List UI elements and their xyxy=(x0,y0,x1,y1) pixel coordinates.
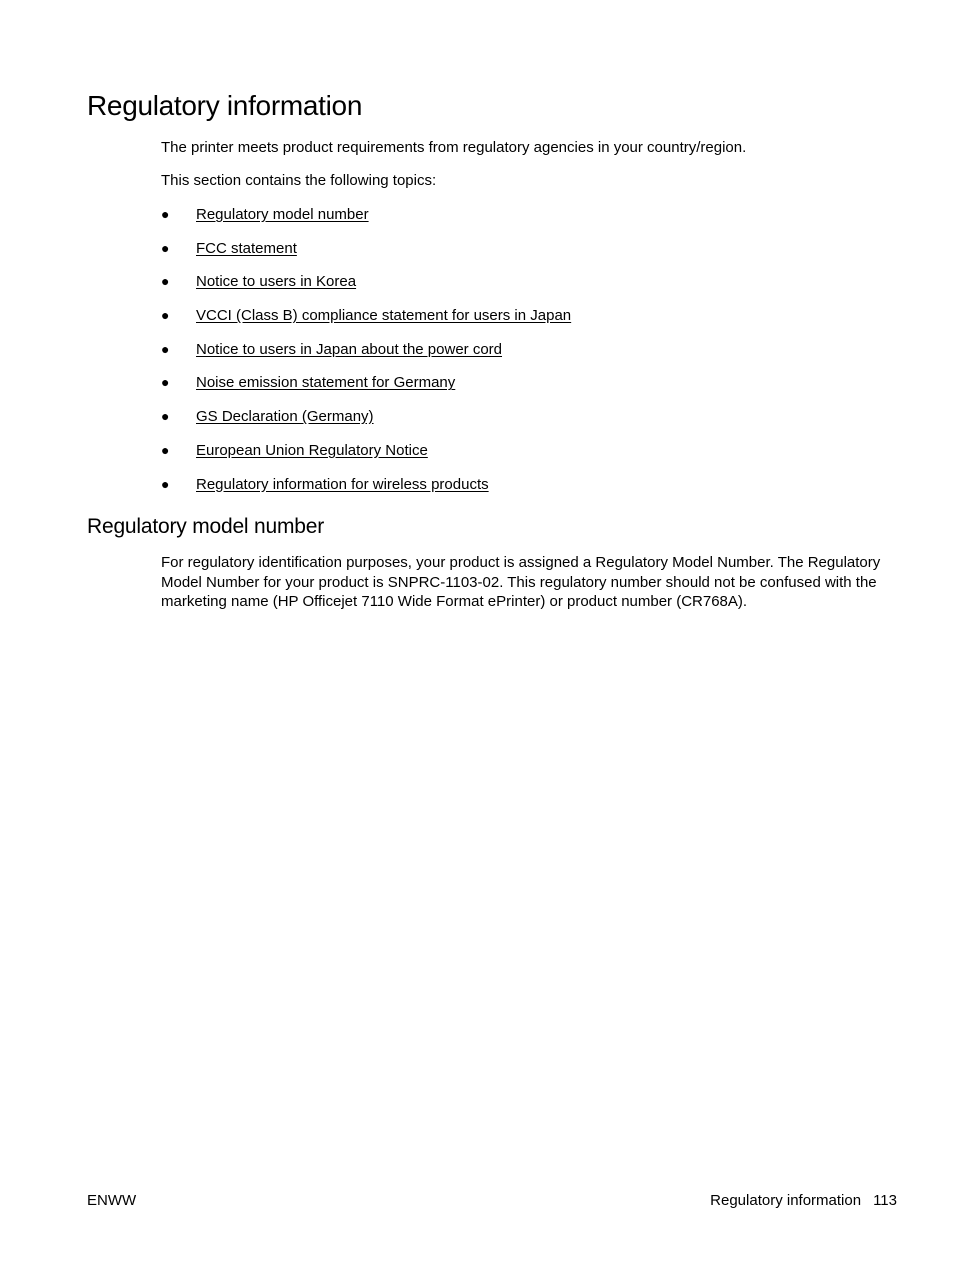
bullet-icon: ● xyxy=(161,408,170,425)
list-item xyxy=(161,373,571,407)
bullet-icon: ● xyxy=(161,239,170,256)
list-item xyxy=(161,441,571,475)
list-item xyxy=(161,407,571,441)
bullet-icon: ● xyxy=(161,273,170,290)
intro-paragraph: The printer meets product requirements from regulatory agencies in your country/region. xyxy=(161,139,747,156)
bullet-icon: ● xyxy=(161,475,170,492)
topic-link-japan-power-cord[interactable]: Notice to users in Japan about the power cord xyxy=(196,340,503,358)
topic-link-fcc-statement[interactable]: FCC statement xyxy=(196,239,297,257)
bullet-icon: ● xyxy=(161,206,170,222)
regulatory-model-paragraph: For regulatory identification purposes, your product is assigned a Regulatory Model Number. The Regulatory Model Number for your product is SNPRC-1103-02. This regulatory number should not be confused with the marketing name (HP Officejet 7110 Wide Format ePrinter) or product number (CR768A). xyxy=(161,554,881,610)
footer-section-name: Regulatory information xyxy=(710,1192,862,1209)
list-item xyxy=(161,205,571,239)
page-number: 113 xyxy=(873,1192,897,1209)
topic-link-gs-declaration[interactable]: GS Declaration (Germany) xyxy=(196,408,374,426)
topic-link-notice-korea[interactable]: Notice to users in Korea xyxy=(196,273,357,291)
topic-link-regulatory-model-number[interactable]: Regulatory model number xyxy=(196,206,369,223)
bullet-icon: ● xyxy=(161,307,170,324)
topic-list xyxy=(161,205,571,508)
topic-link-noise-emission-germany[interactable]: Noise emission statement for Germany xyxy=(196,374,456,392)
bullet-icon: ● xyxy=(161,340,170,357)
topic-link-eu-regulatory-notice[interactable]: European Union Regulatory Notice xyxy=(196,441,428,459)
list-item xyxy=(161,306,571,340)
topic-link-wireless-products[interactable]: Regulatory information for wireless products xyxy=(196,475,489,493)
topic-link-vcci-japan[interactable]: VCCI (Class B) compliance statement for users in Japan xyxy=(196,307,572,325)
list-item xyxy=(161,340,571,374)
list-item xyxy=(161,475,571,509)
section-heading: Regulatory model number xyxy=(87,515,325,538)
topics-lead-paragraph: This section contains the following topics: xyxy=(161,172,437,189)
bullet-icon: ● xyxy=(161,441,170,458)
footer-right xyxy=(710,1191,897,1211)
footer-left-label: ENWW xyxy=(87,1192,137,1209)
list-item xyxy=(161,239,571,273)
list-item xyxy=(161,272,571,306)
page-title: Regulatory information xyxy=(87,90,363,121)
bullet-icon: ● xyxy=(161,374,170,391)
